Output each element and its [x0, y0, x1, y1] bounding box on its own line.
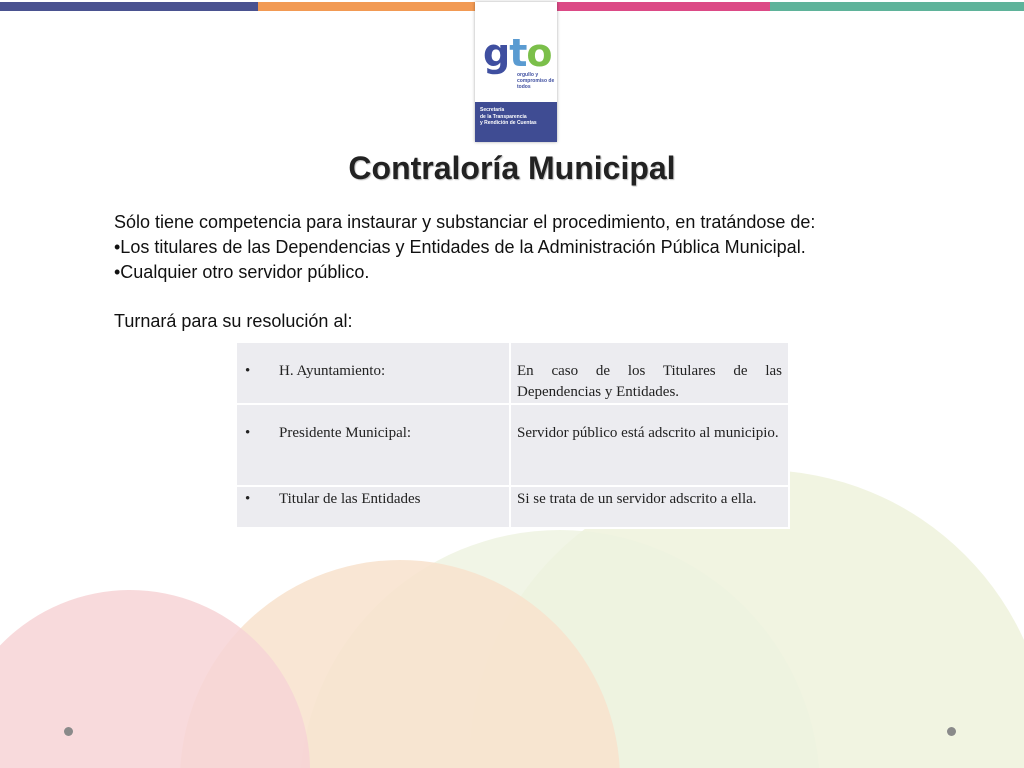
case-cell: Si se trata de un servidor adscrito a ella. [510, 486, 789, 528]
logo-mark: gto [483, 31, 552, 75]
gto-logo [475, 2, 557, 142]
case-cell: Servidor público está adscrito al municipio. [510, 404, 789, 486]
decorative-dot-left [64, 727, 73, 736]
bullet-icon: • [245, 491, 251, 507]
bullet-titulares: •Los titulares de las Dependencias y Entidades de la Administración Pública Municipal. [114, 237, 806, 257]
decorative-dot-right [947, 727, 956, 736]
bullet-servidor: •Cualquier otro servidor público. [114, 262, 370, 282]
turnara-statement: Turnará para su resolución al: [114, 311, 353, 331]
page-title: Contraloría Municipal [348, 150, 676, 186]
authority-label: H. Ayuntamiento: [279, 363, 386, 379]
spacer [114, 285, 914, 309]
authority-cell [236, 404, 510, 486]
logo-band-line2: de la Transparencia [480, 113, 527, 120]
case-cell: En caso de los Titulares de las Dependencias y Entidades. [510, 342, 789, 404]
bullet-icon: • [245, 363, 251, 379]
resolution-table [235, 341, 790, 529]
body-text [114, 210, 914, 334]
authority-cell [236, 342, 510, 404]
authority-label: Presidente Municipal: [279, 425, 412, 441]
logo-band [475, 102, 557, 142]
table-row [236, 404, 789, 486]
competence-statement: Sólo tiene competencia para instaurar y substanciar el procedimiento, en tratándose de: [114, 212, 816, 232]
authority-cell [236, 486, 510, 528]
logo-band-line3: y Rendición de Cuentas [480, 120, 537, 126]
table-row [236, 486, 789, 528]
bullet-icon: • [245, 425, 251, 441]
logo-band-line1: Secretaría [480, 107, 505, 113]
logo-tagline: orgullo y compromiso de todos [517, 72, 555, 90]
authority-label: Titular de las Entidades [279, 491, 421, 507]
stripe-segment-blue [0, 2, 258, 11]
table-row [236, 342, 789, 404]
stripe-segment-teal [770, 2, 1024, 11]
